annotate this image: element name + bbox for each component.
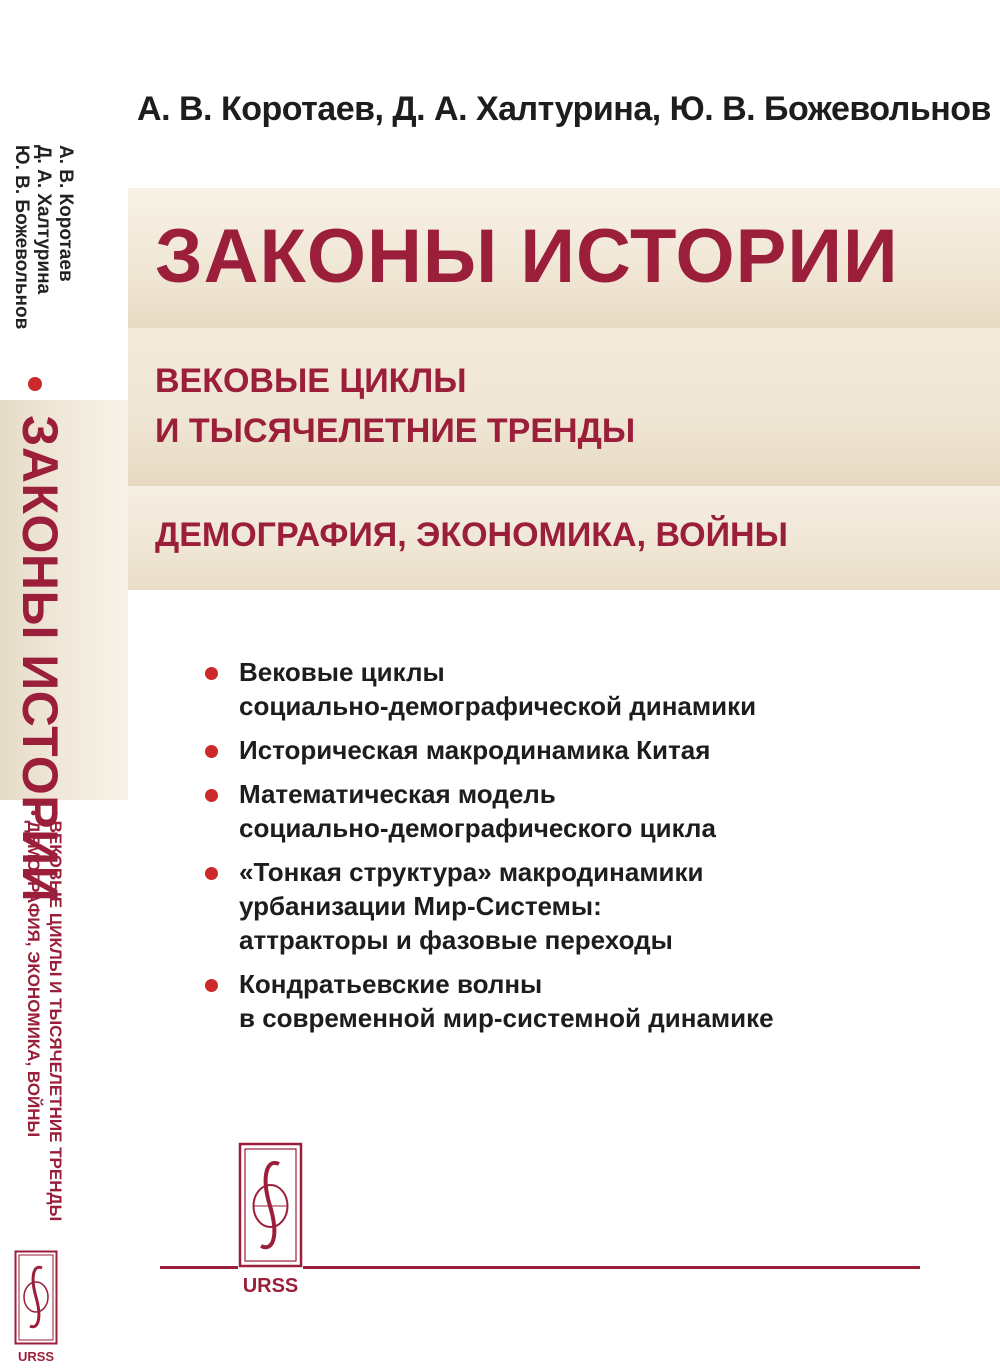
bottom-rule-left <box>160 1266 238 1269</box>
spine-authors <box>10 145 76 370</box>
topics-list <box>205 655 985 1045</box>
list-item: Математическая модель социально-демографического цикла <box>205 777 985 845</box>
spine-subtitle <box>18 810 66 1240</box>
bullet-icon <box>205 867 218 880</box>
book-subtitle-line-1: ВЕКОВЫЕ ЦИКЛЫ <box>155 362 467 400</box>
publisher-name: URSS <box>242 1275 299 1297</box>
book-subtitle-2: ДЕМОГРАФИЯ, ЭКОНОМИКА, ВОЙНЫ <box>155 516 788 554</box>
book-spine <box>0 65 128 1364</box>
spine-subtitle-line-2: • ДЕМОГРАФИЯ, ЭКОНОМИКА, ВОЙНЫ <box>24 810 43 1138</box>
spine-subtitle-line-1: • ВЕКОВЫЕ ЦИКЛЫ И ТЫСЯЧЕЛЕТНИЕ ТРЕНДЫ <box>46 810 65 1222</box>
book-title: ЗАКОНЫ ИСТОРИИ <box>155 214 899 299</box>
bullet-icon <box>205 745 218 758</box>
cover-authors: А. В. Коротаев, Д. А. Халтурина, Ю. В. Божевольнов <box>137 90 991 128</box>
list-item: Историческая макродинамика Китая <box>205 733 985 767</box>
spine-author-1: А. В. Коротаев <box>55 145 76 282</box>
spine-publisher-logo-icon <box>14 1250 58 1368</box>
spine-title <box>10 415 70 903</box>
book-subtitle-line-2: И ТЫСЯЧЕЛЕТНИЕ ТРЕНДЫ <box>155 412 636 450</box>
publisher-logo-icon <box>238 1142 303 1300</box>
spine-publisher-name: URSS <box>17 1349 55 1364</box>
list-item: Вековые циклы социально-демографической динамики <box>205 655 985 723</box>
bullet-icon <box>205 667 218 680</box>
spine-author-2: Д. А. Халтурина <box>33 145 54 295</box>
bullet-icon <box>205 979 218 992</box>
spine-bullet-icon <box>28 377 42 391</box>
spine-author-3: Ю. В. Божевольнов <box>11 145 32 330</box>
list-item: «Тонкая структура» макродинамики урбанизации Мир-Системы: аттракторы и фазовые переходы <box>205 855 985 957</box>
book-subtitle <box>155 356 635 456</box>
list-item: Кондратьевские волны в современной мир-системной динамике <box>205 967 985 1035</box>
spine-title-text: ЗАКОНЫ ИСТОРИИ <box>12 415 68 903</box>
bottom-rule-right <box>303 1266 920 1269</box>
bullet-icon <box>205 789 218 802</box>
